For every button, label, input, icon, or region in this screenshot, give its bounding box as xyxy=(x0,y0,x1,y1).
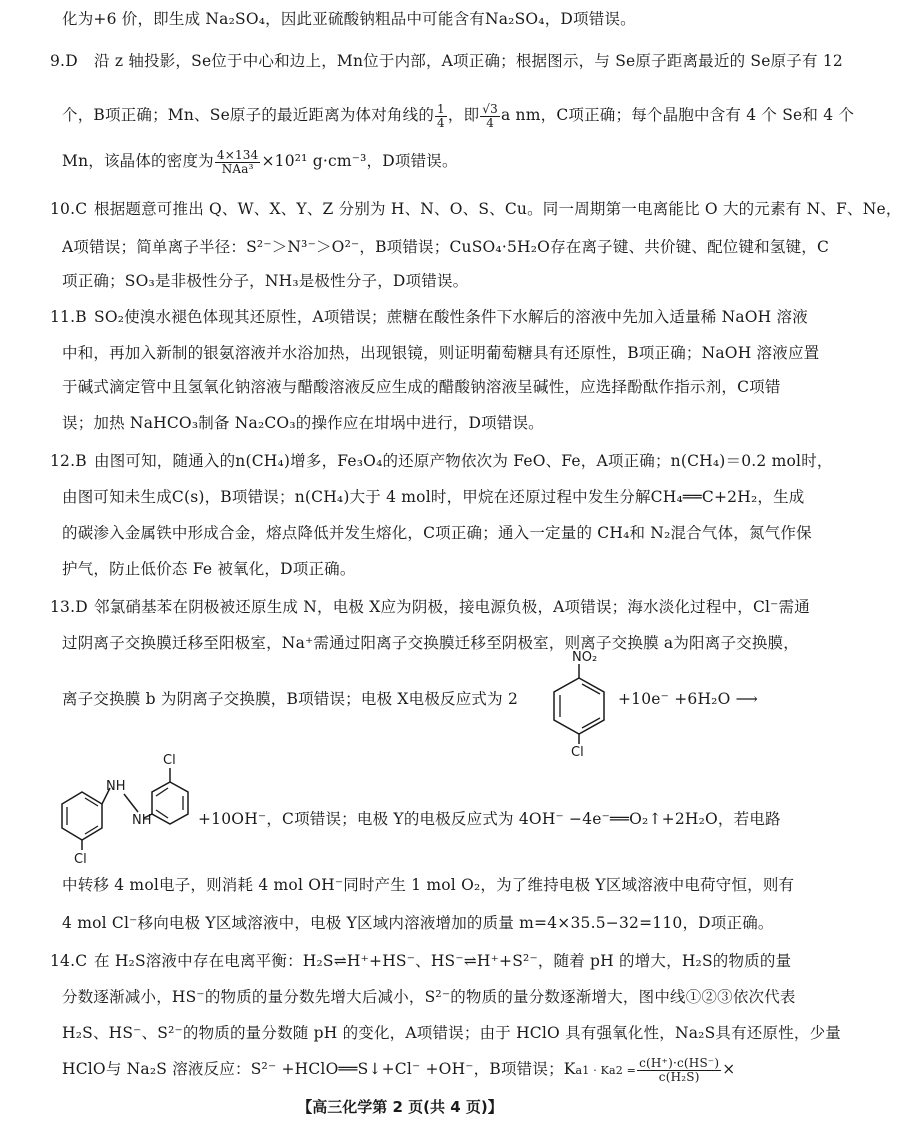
text-line: 分数逐渐减小，HS⁻的物质的量分数先增大后减小，S²⁻的物质的量分数逐渐增大，图中线①②③依次代表 xyxy=(62,988,796,1006)
text-line: H₂S、HS⁻、S²⁻的物质的量分数随 pH 的变化，A项错误；由于 HClO 具有强氧化性，Na₂S具有还原性，少量 xyxy=(62,1024,841,1042)
text-line: A项错误；简单离子半径：S²⁻＞N³⁻＞O²⁻，B项错误；CuSO₄·5H₂O存在离子键、共价键、配位键和氢键，C xyxy=(62,238,830,256)
chloronitrobenzene-structure xyxy=(540,648,618,760)
answer-10-line-1: 10.C 根据题意可推出 Q、W、X、Y、Z 分别为 H、N、O、S、Cu。同一周期第一电离能比 O 大的元素有 N、F、Ne， xyxy=(50,200,902,218)
answer-9-line-3: Mn，该晶体的密度为 $\frac{4\times 134}{\text{NAa³}}$ ×10²¹ g·cm⁻³，D项错误。 xyxy=(62,147,458,176)
hydrazobenzene-dichloro-structure xyxy=(52,752,198,866)
chloro-group-label: Cl xyxy=(571,745,584,760)
answer-13-line-1: 13.D 邻氯硝基苯在阴极被还原生成 N，电极 X应为阴极，接电源负极，A项错误；海水淡化过程中，Cl⁻需通 xyxy=(50,598,810,616)
question-number: 13.D xyxy=(50,598,88,616)
fraction-ka: $\frac{c(H^+)\cdot c(HS^-)}{\text{c(H₂S)}}$ xyxy=(639,1055,720,1084)
answer-14-line-4: HClO与 Na₂S 溶液反应：S²⁻ +HClO══S↓+Cl⁻ +OH⁻，B项错误；Ka1 · Ka2 = $\frac{c(H^+)\cdot c(HS^-)}{\text{c(H₂S)}}$ × xyxy=(62,1055,736,1084)
answer-9-line-1: 9.D 沿 z 轴投影，Se位于中心和边上，Mn位于内部，A项正确；根据图示，与 Se原子距离最近的 Se原子有 12 xyxy=(50,52,843,70)
nh-label-1: NH xyxy=(106,779,126,794)
text-line: 由图可知未生成C(s)，B项错误；n(CH₄)大于 4 mol时，甲烷在还原过程中发生分解CH₄══C+2H₂，生成 xyxy=(62,488,805,506)
question-number: 9.D xyxy=(50,52,78,70)
nitro-group-label: NO₂ xyxy=(572,650,598,665)
fraction-sqrt3-over-4: $\frac{√3}{4}$ xyxy=(482,101,498,130)
question-number: 12.B xyxy=(50,452,87,470)
fraction-density: $\frac{4\times 134}{\text{NAa³}}$ xyxy=(216,147,259,176)
text-line: 的碳渗入金属铁中形成合金，熔点降低并发生熔化，C项正确；通入一定量的 CH₄和 N₂混合气体，氮气作保 xyxy=(62,524,812,542)
text-line: 项正确；SO₃是非极性分子，NH₃是极性分子，D项错误。 xyxy=(62,272,469,290)
answer-14-line-1: 14.C 在 H₂S溶液中存在电离平衡：H₂S⇌H⁺+HS⁻、HS⁻⇌H⁺+S²⁻，随着 pH 的增大，H₂S的物质的量 xyxy=(50,952,792,970)
text-line: 误；加热 NaHCO₃制备 Na₂CO₃的操作应在坩埚中进行，D项错误。 xyxy=(62,414,544,432)
fraction-quarter: $\frac{1}{4}$ xyxy=(437,101,445,130)
chloro-bottom-label: Cl xyxy=(74,852,87,867)
answer-9-line-2: 个，B项正确；Mn、Se原子的最近距离为体对角线的 $\frac{1}{4}$ ，即 $\frac{√3}{4}$ a nm，C项正确；每个晶胞中含有 4 个 Se和 4 个 xyxy=(62,101,855,130)
text-line: 护气，防止低价态 Fe 被氧化，D项正确。 xyxy=(62,560,356,578)
text-line: 中转移 4 mol电子，则消耗 4 mol OH⁻同时产生 1 mol O₂，为了维持电极 Y区域溶液中电荷守恒，则有 xyxy=(62,876,795,894)
text-line: 化为+6 价，即生成 Na₂SO₄，因此亚硫酸钠粗品中可能含有Na₂SO₄，D项错误。 xyxy=(62,10,636,28)
text-line: 离子交换膜 b 为阴离子交换膜，B项错误；电极 X电极反应式为 2 xyxy=(62,690,519,708)
text-line: +10OH⁻，C项错误；电极 Y的电极反应式为 4OH⁻ −4e⁻══O₂↑+2H₂O，若电路 xyxy=(198,810,781,828)
question-number: 11.B xyxy=(50,308,87,326)
text-line: 过阴离子交换膜迁移至阳极室，Na⁺需通过阳离子交换膜迁移至阴极室，则离子交换膜 a为阳离子交换膜， xyxy=(62,634,799,652)
question-number: 14.C xyxy=(50,952,88,970)
page-footer: 【高三化学第 2 页(共 4 页)】 xyxy=(297,1098,503,1116)
question-number: 10.C xyxy=(50,200,88,218)
chloro-top-label: Cl xyxy=(163,753,176,768)
text-line: 于碱式滴定管中且氢氧化钠溶液与醋酸溶液反应生成的醋酸钠溶液呈碱性，应选择酚酞作指示剂，C项错 xyxy=(62,378,781,396)
answer-11-line-1: 11.B SO₂使溴水褪色体现其还原性，A项错误；蔗糖在酸性条件下水解后的溶液中先加入适量稀 NaOH 溶液 xyxy=(50,308,808,326)
answer-12-line-1: 12.B 由图可知，随通入的n(CH₄)增多，Fe₃O₄的还原产物依次为 FeO、Fe，A项正确；n(CH₄)＝0.2 mol时， xyxy=(50,452,833,470)
text-line: +10e⁻ +6H₂O ⟶ xyxy=(618,690,759,708)
text-line: 中和，再加入新制的银氨溶液并水浴加热，出现银镜，则证明葡萄糖具有还原性，B项正确；NaOH 溶液应置 xyxy=(62,344,820,362)
text-line: 4 mol Cl⁻移向电极 Y区域溶液中，电极 Y区域内溶液增加的质量 m=4×35.5−32=110，D项正确。 xyxy=(62,914,774,932)
nh-label-2: NH xyxy=(132,813,152,828)
